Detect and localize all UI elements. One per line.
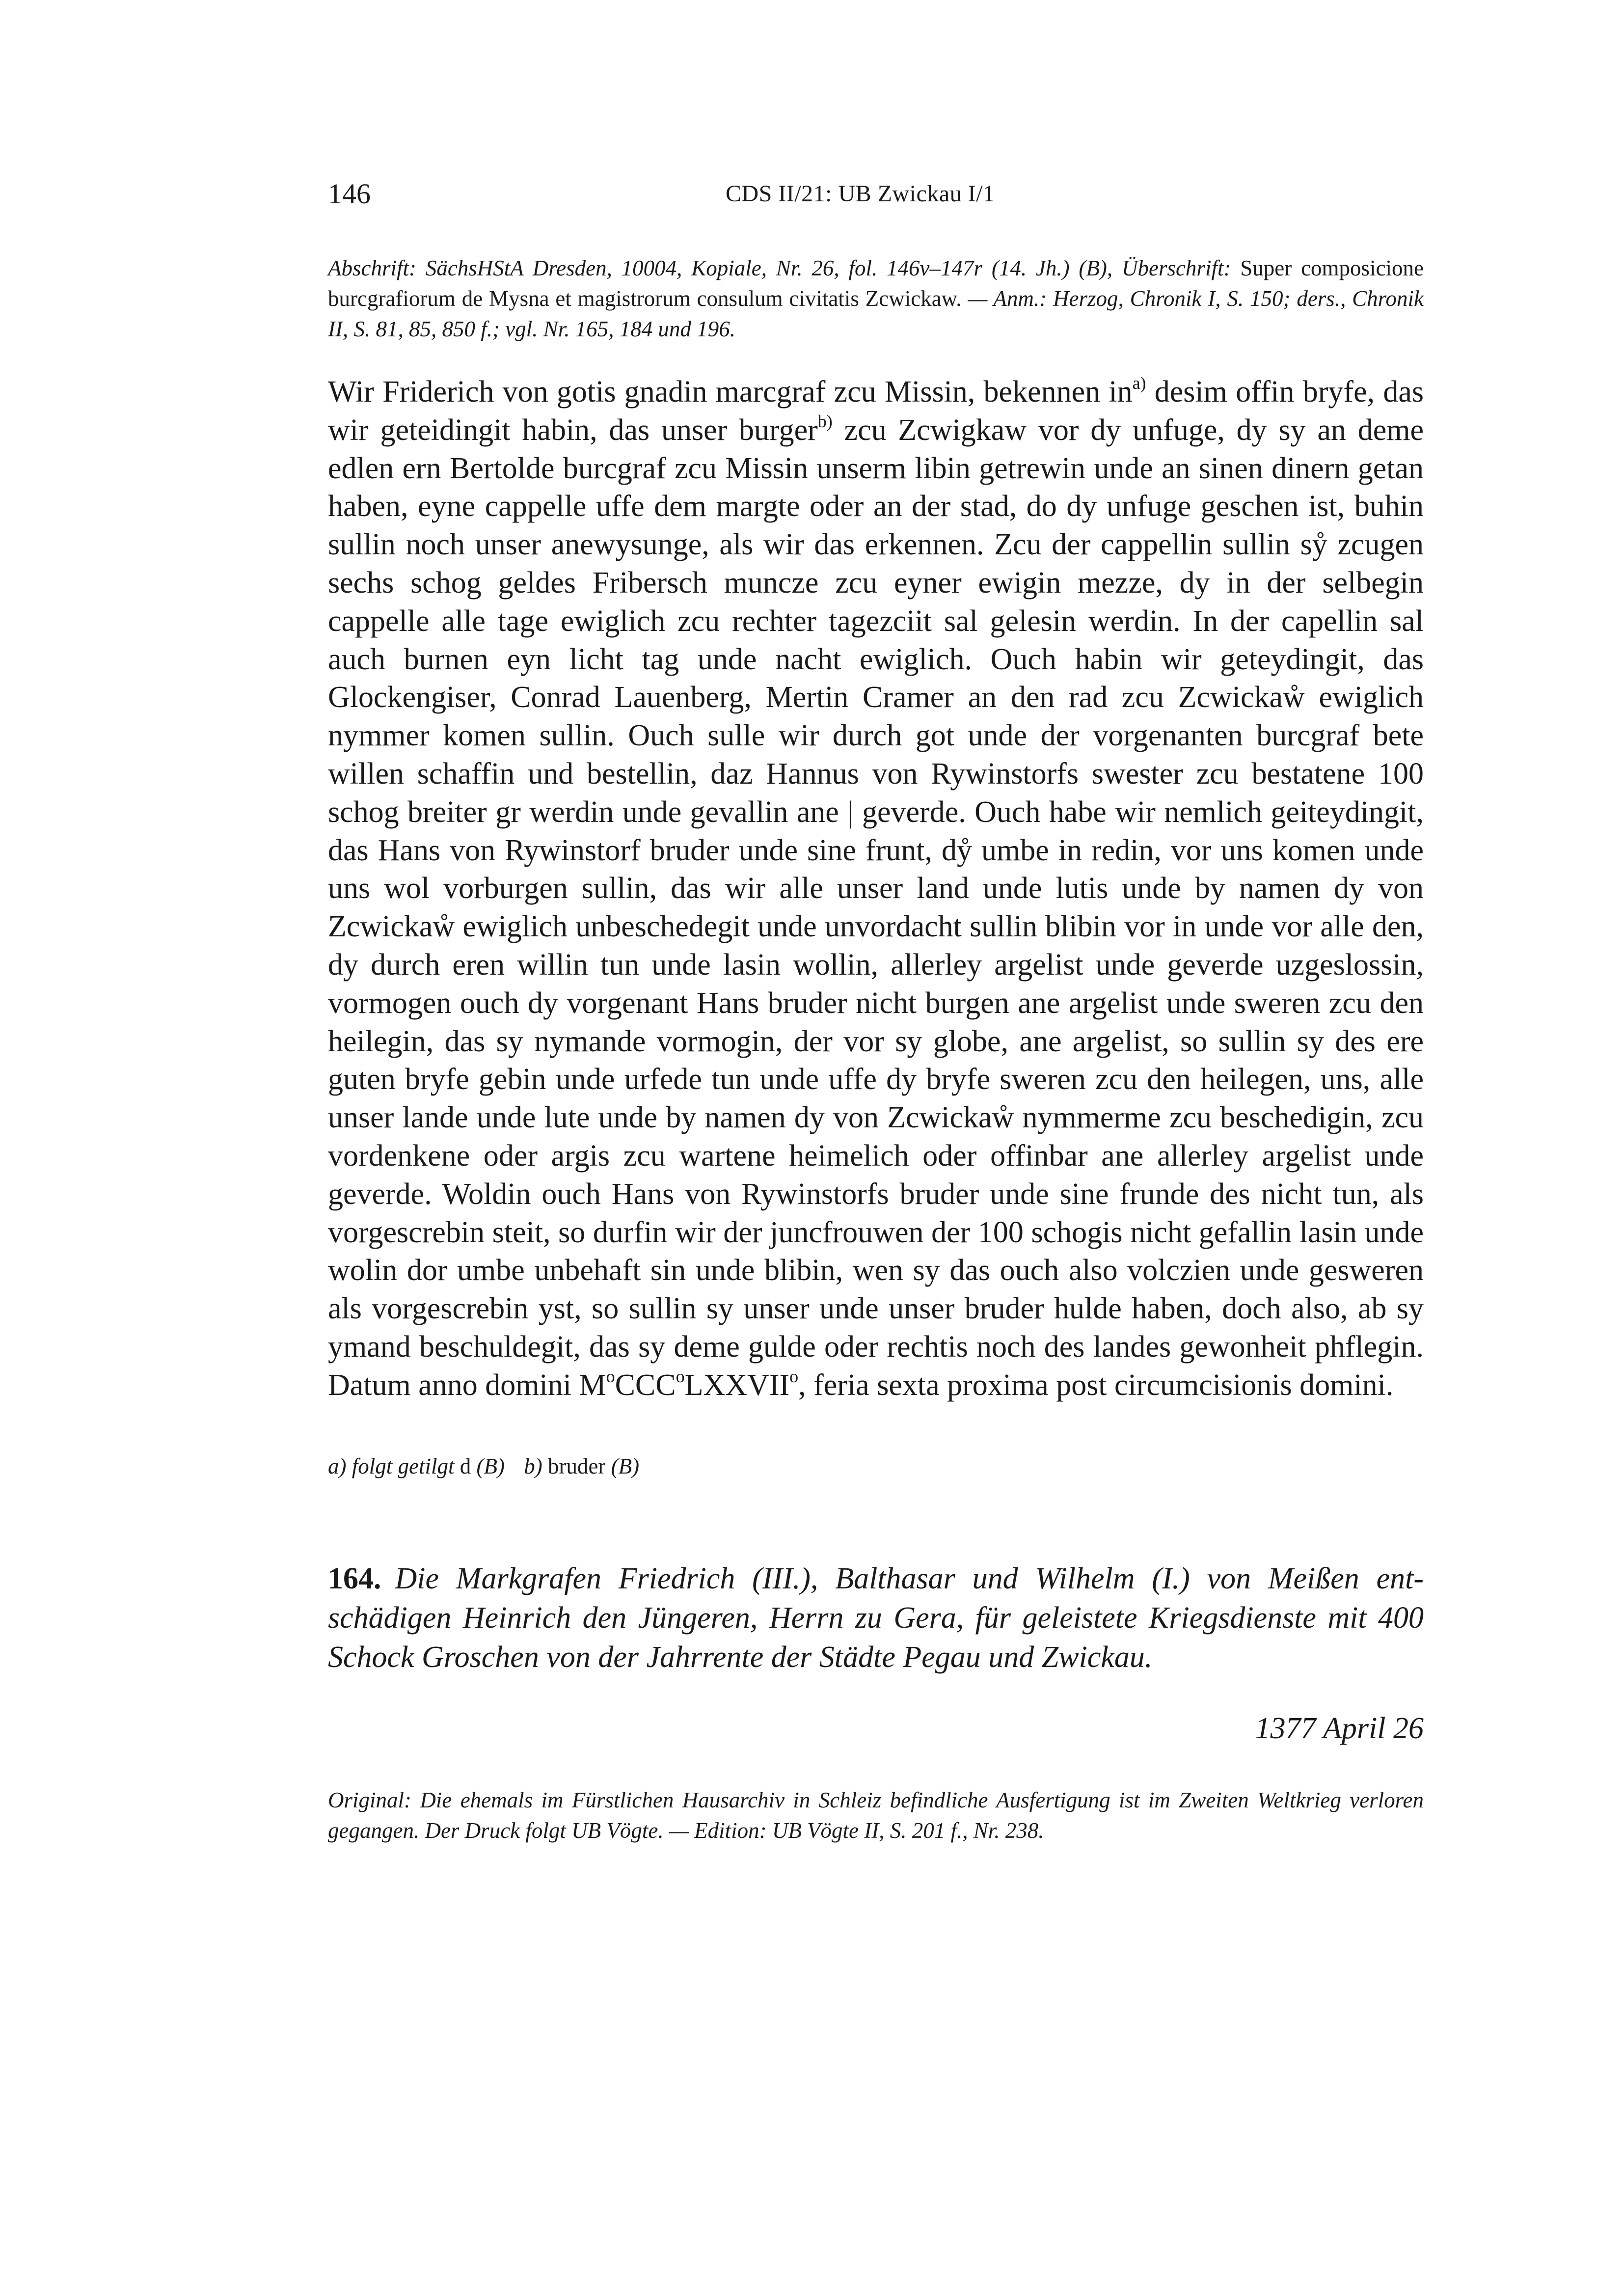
footnote-a-siglum: (B) [476,1454,505,1478]
source-annotation: — Anm.: Herzog, Chronik I, S. 150; ders., Chronik II, S. 81, 85, 850 f.; vgl. Nr. 165, 184 und 196. [328,286,1424,341]
footnote-ref-b: b) [817,411,833,431]
charter-text-part-6: , feria sexta proxima post circumcisionis domini. [798,1368,1394,1402]
source-note [328,253,1424,344]
ordinal-o-1: o [606,1366,615,1386]
footnote-b [524,1454,639,1478]
ordinal-o-2: o [676,1366,685,1386]
source-title-text: Super composicione burcgrafiorum de Mysna et magistrorum consulum civitatis Zcwickaw. [328,256,1424,311]
charter-text [328,373,1424,1405]
running-header [328,174,1424,214]
footnote-b-value: bruder [547,1454,606,1478]
footnote-a-label: a) folgt getilgt [328,1454,455,1478]
ordinal-o-3: o [789,1366,799,1386]
document-heading [328,1559,1424,1677]
original-note: Original: Die ehemals im Fürstlichen Hausarchiv in Schleiz befindliche Ausfertigung ist im Zweiten Weltkrieg verloren gegangen. Der Druck folgt UB Vögte. — Edition: UB Vögte II, S. 201 f., Nr. 238. [328,1788,1424,1843]
charter-text-part-1: Wir Friderich von gotis gnadin marcgraf zcu Missin, bekennen in [328,375,1133,409]
footnote-b-siglum: (B) [611,1454,640,1478]
charter-paragraph [328,373,1424,1405]
document-summary: Die Markgrafen Friedrich (III.), Balthasar und Wilhelm (I.) von Meißen entschädigen Heinrich den Jüngeren, Herrn zu Gera, für geleistete Kriegsdienste mit 400 Schock Groschen von der Jahrrente der Städte Pegau und Zwickau. [328,1562,1424,1674]
footnote-a-value: d [460,1454,471,1478]
charter-text-part-3: zcu Zcwigkaw vor dy unfuge, dy sy an deme edlen ern Bertolde burcgraf zcu Missin unserm libin getrewin unde an sinen dinern getan haben, eyne cappelle uffe dem margte oder an der stad, do dy unfuge geschen ist, buhin sullin noch unser anewysunge, als wir das erkennen. Zcu der cappellin sullin sẙ zcugen sechs schog geldes Fribersch muncze zcu eyner ewigin mezze, dy in der selbegin cappelle alle tage ewiglich zcu rechter tagezciit sal gelesin werdin. In der capellin sal auch burnen eyn licht tag unde nacht ewiglich. Ouch habin wir geteydingit, das Glockengiser, Conrad Lauenberg, Mertin Cramer an den rad zcu Zcwickaẘ ewiglich nymmer komen sullin. Ouch sulle wir durch got unde der vorgenanten burcgraf bete willen schaffin und bestellin, daz Hannus von Rywinstorfs swester zcu bestatene 100 schog breiter gr werdin unde gevallin ane | geverde. Ouch habe wir nemlich geiteydingit, das Hans von Rywinstorf bruder unde sine frunt, dẙ umbe in redin, vor uns komen unde uns wol vorburgen sullin, das wir alle unser land unde lutis unde by namen dy von Zcwickaẘ ewiglich unbeschedegit unde unvordacht sullin blibin vor in unde vor alle den, dy durch eren willin tun unde lasin wollin, allerley argelist unde geverde uzgeslossin, vormogen ouch dy vorgenant Hans bruder nicht burgen ane argelist unde sweren zcu den heilegin, das sy nymande vormogin, der vor sy globe, ane argelist, so sullin sy des ere guten bryfe gebin unde urfede tun unde uffe dy bryfe sweren zcu den heilegen, uns, alle unser lande unde lute unde by namen dy von Zcwickaẘ nymmerme zcu beschedigin, zcu vordenkene oder argis zcu wartene heimelich oder offinbar ane allerley argelist unde geverde. Woldin ouch Hans von Rywinstorfs bruder unde sine frunde des nicht tun, als vorgescrebin steit, so durfin wir der juncfrouwen der 100 schogis nicht gefallin lasin unde wolin dor umbe unbehaft sin unde blibin, wen sy das ouch also volczien unde gesweren als vorgescrebin yst, so sullin sy unser unde unser bruder hulde haben, doch also, ab sy ymand beschuldegit, das sy deme gulde oder rechtis noch des landes gewonheit phflegin. Datum anno domini M [328,413,1424,1402]
footnote-a [328,1454,505,1478]
source-title-label: Überschrift: [1121,256,1231,280]
footnote-b-label: b) [524,1454,542,1478]
running-title: CDS II/21: UB Zwickau I/1 [726,181,995,207]
source-copy-location: SächsHStA Dresden, 10004, Kopiale, Nr. 26, fol. 146v–147r (14. Jh.) (B), [425,256,1113,280]
charter-text-part-2: desim offin bryfe, das wir geteidingit habin, das unser burger [328,375,1424,447]
charter-text-part-5: LXXVII [684,1368,790,1402]
document-number: 164. [328,1562,381,1595]
page-number: 146 [328,178,371,210]
source-copy-label: Abschrift: [328,256,416,280]
document-date: 1377 April 26 [1255,1712,1424,1745]
charter-text-part-4: CCC [615,1368,676,1402]
footnotes [328,1451,1424,1481]
footnote-ref-a: a) [1132,373,1146,393]
